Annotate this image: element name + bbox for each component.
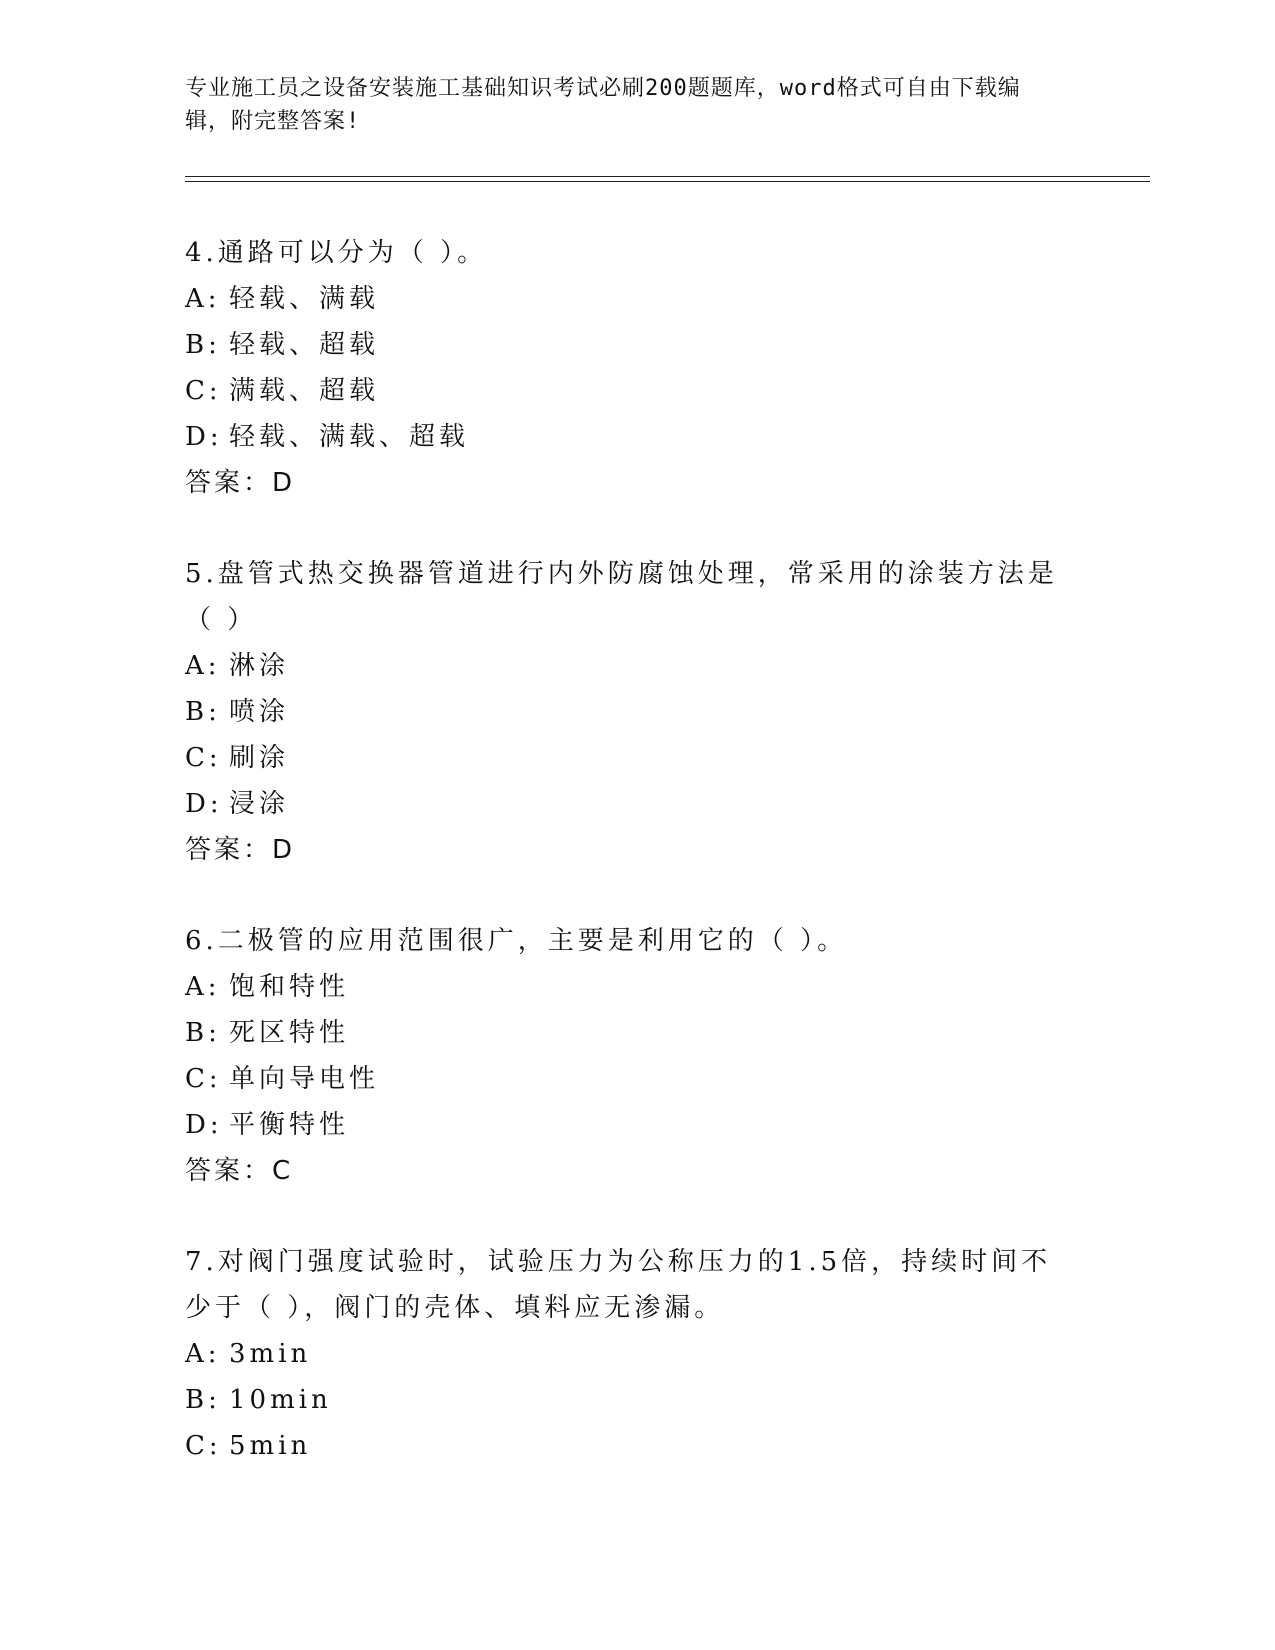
option-letter: A: <box>185 972 221 1002</box>
option-letter: D: <box>185 789 223 819</box>
option-letter: C: <box>185 1064 222 1094</box>
option-letter: C: <box>185 743 222 773</box>
option-letter: A: <box>185 1339 221 1369</box>
option-d <box>185 781 1065 827</box>
option-letter: B: <box>185 1018 221 1048</box>
option-text: 5min <box>229 1431 312 1461</box>
option-letter: C: <box>185 1431 222 1461</box>
question-4 <box>185 230 1065 506</box>
option-letter: B: <box>185 1385 221 1415</box>
option-d <box>185 1102 1065 1148</box>
option-letter: A: <box>185 651 221 681</box>
option-text: 3min <box>229 1339 312 1369</box>
option-letter: A: <box>185 284 221 314</box>
option-text: 10min <box>229 1385 332 1415</box>
question-stem: 6.二极管的应用范围很广，主要是利用它的（ ）。 <box>185 926 848 956</box>
answer-line: 答案：C <box>185 1156 294 1186</box>
option-c <box>185 735 1065 781</box>
option-a <box>185 1331 1065 1377</box>
question-stem: 5.盘管式热交换器管道进行内外防腐蚀处理，常采用的涂装方法是（ ） <box>185 559 1058 635</box>
option-text: 喷涂 <box>229 697 290 727</box>
option-text: 轻载、超载 <box>229 330 380 360</box>
option-letter: C: <box>185 376 222 406</box>
question-list <box>185 230 1065 1514</box>
option-b <box>185 1377 1065 1423</box>
option-b <box>185 1010 1065 1056</box>
header-divider-bottom <box>185 181 1150 182</box>
option-letter: D: <box>185 422 223 452</box>
option-a <box>185 964 1065 1010</box>
question-7 <box>185 1239 1065 1469</box>
option-c <box>185 1056 1065 1102</box>
option-a <box>185 276 1065 322</box>
question-stem: 7.对阀门强度试验时，试验压力为公称压力的1.5倍，持续时间不少于（ ），阀门的壳体、填料应无渗漏。 <box>185 1247 1052 1323</box>
header-divider-top <box>185 176 1150 177</box>
option-letter: B: <box>185 330 221 360</box>
option-text: 轻载、满载 <box>229 284 380 314</box>
option-text: 刷涂 <box>229 743 290 773</box>
option-d <box>185 414 1065 460</box>
option-text: 淋涂 <box>229 651 290 681</box>
question-stem: 4.通路可以分为（ ）。 <box>185 238 488 268</box>
option-text: 单向导电性 <box>229 1064 380 1094</box>
answer-line: 答案：D <box>185 468 296 498</box>
option-text: 满载、超载 <box>229 376 380 406</box>
option-b <box>185 689 1065 735</box>
option-b <box>185 322 1065 368</box>
question-6 <box>185 918 1065 1194</box>
option-text: 浸涂 <box>229 789 290 819</box>
question-5 <box>185 551 1065 873</box>
option-c <box>185 1423 1065 1469</box>
option-a <box>185 643 1065 689</box>
option-text: 平衡特性 <box>229 1110 350 1140</box>
option-text: 死区特性 <box>229 1018 350 1048</box>
option-text: 轻载、满载、超载 <box>229 422 470 452</box>
option-c <box>185 368 1065 414</box>
document-title: 专业施工员之设备安装施工基础知识考试必刷200题题库，word格式可自由下载编辑，附完整答案! <box>185 76 1021 134</box>
answer-line: 答案：D <box>185 835 296 865</box>
option-letter: B: <box>185 697 221 727</box>
option-text: 饱和特性 <box>229 972 350 1002</box>
option-letter: D: <box>185 1110 223 1140</box>
